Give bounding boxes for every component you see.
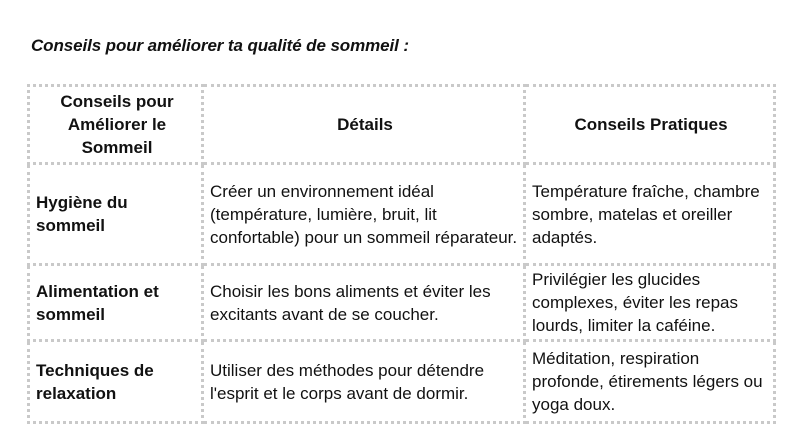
row-details: Choisir les bons aliments et éviter les excitants avant de se coucher.: [203, 265, 525, 341]
sleep-advice-table: [27, 84, 776, 424]
table-row: [29, 265, 775, 341]
row-topic: Alimentation et sommeil: [29, 265, 203, 341]
row-practical: Température fraîche, chambre sombre, matelas et oreiller adaptés.: [525, 164, 775, 265]
header-details: Détails: [203, 86, 525, 164]
table-row: [29, 341, 775, 423]
header-advice: Conseils pour Améliorer le Sommeil: [29, 86, 203, 164]
row-topic: Techniques de relaxation: [29, 341, 203, 423]
row-topic: Hygiène du sommeil: [29, 164, 203, 265]
header-practical: Conseils Pratiques: [525, 86, 775, 164]
row-practical: Privilégier les glucides complexes, éviter les repas lourds, limiter la caféine.: [525, 265, 775, 341]
table-row: [29, 164, 775, 265]
table-header-row: [29, 86, 775, 164]
page-heading: Conseils pour améliorer ta qualité de sommeil :: [31, 36, 409, 55]
row-practical: Méditation, respiration profonde, étirements légers ou yoga doux.: [525, 341, 775, 423]
row-details: Créer un environnement idéal (température, lumière, bruit, lit confortable) pour un sommeil réparateur.: [203, 164, 525, 265]
row-details: Utiliser des méthodes pour détendre l'esprit et le corps avant de dormir.: [203, 341, 525, 423]
